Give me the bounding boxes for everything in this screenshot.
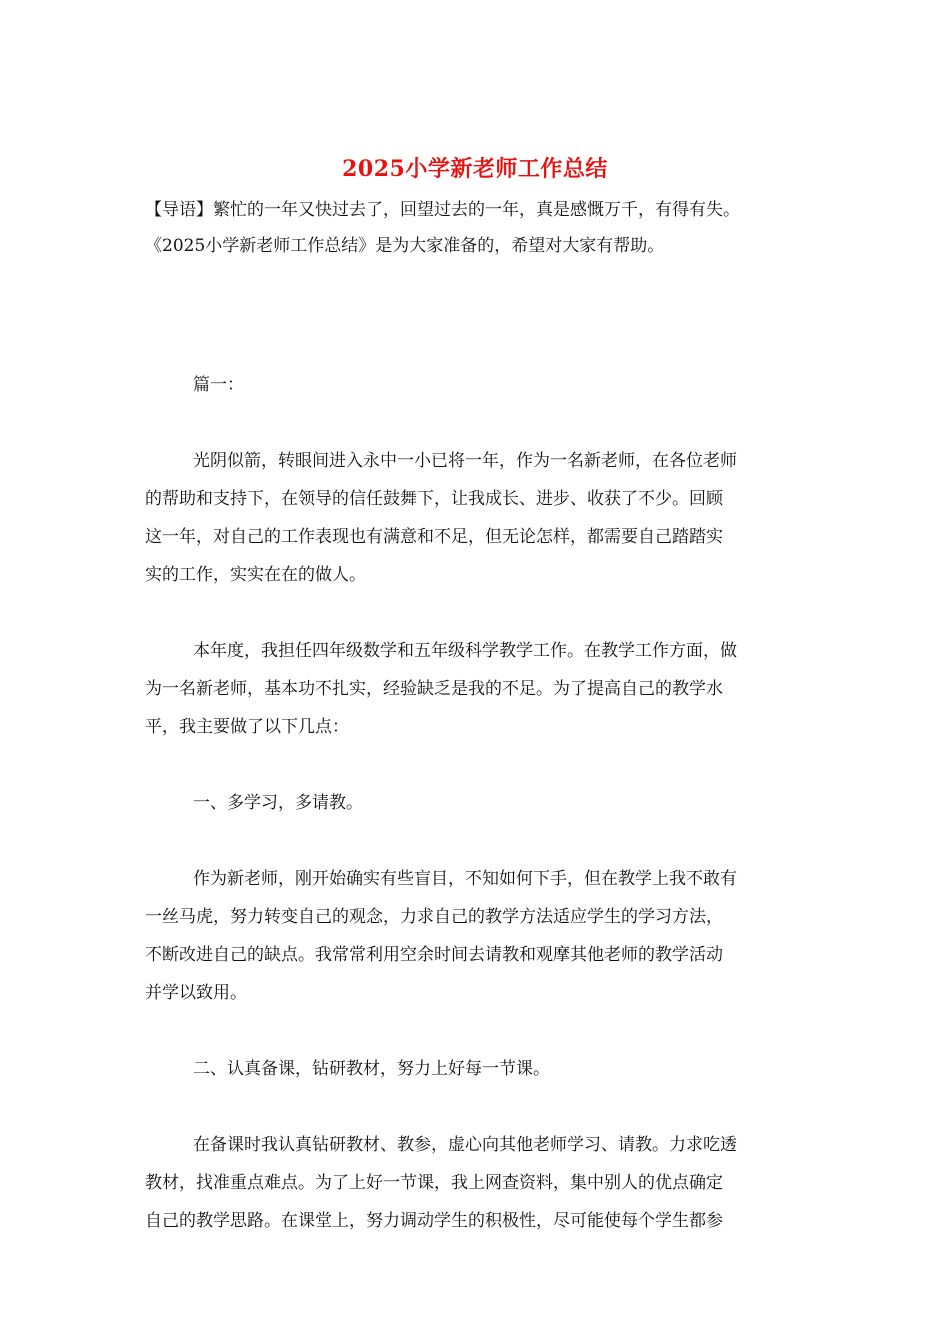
point-heading: 二、认真备课，钻研教材，努力上好每一节课。	[193, 1059, 550, 1079]
paragraph	[145, 442, 815, 594]
paragraph-line: 作为新老师，刚开始确实有些盲目，不知如何下手，但在教学上我不敢有	[193, 869, 737, 889]
paragraph-line: 一丝马虎，努力转变自己的观念，力求自己的教学方法适应学生的学习方法，	[145, 907, 723, 927]
paragraph-line: 本年度，我担任四年级数学和五年级科学教学工作。在教学工作方面，做	[193, 641, 737, 661]
section-label: 篇一：	[193, 375, 244, 395]
intro-block	[145, 192, 815, 264]
paragraph-line: 这一年，对自己的工作表现也有满意和不足，但无论怎样，都需要自己踏踏实	[145, 527, 723, 547]
paragraph-line: 为一名新老师，基本功不扎实，经验缺乏是我的不足。为了提高自己的教学水	[145, 679, 723, 699]
paragraph-line: 自己的教学思路。在课堂上，努力调动学生的积极性，尽可能使每个学生都参	[145, 1211, 723, 1231]
paragraph	[145, 1126, 815, 1240]
paragraph-line: 实的工作，实实在在的做人。	[145, 565, 366, 585]
document-title: 2025小学新老师工作总结	[342, 156, 608, 182]
paragraph	[145, 632, 815, 746]
paragraph-line: 平，我主要做了以下几点：	[145, 717, 349, 737]
paragraph-line: 教材，找准重点难点。为了上好一节课，我上网查资料，集中别人的优点确定	[145, 1173, 723, 1193]
paragraph-line: 并学以致用。	[145, 983, 247, 1003]
paragraph-line: 在备课时我认真钻研教材、教参，虚心向其他老师学习、请教。力求吃透	[193, 1135, 737, 1155]
document-body	[145, 366, 815, 1278]
paragraph-line: 光阴似箭，转眼间进入永中一小已将一年，作为一名新老师，在各位老师	[193, 451, 737, 471]
paragraph-line: 不断改进自己的缺点。我常常利用空余时间去请教和观摩其他老师的教学活动	[145, 945, 723, 965]
intro-line: 【导语】繁忙的一年又快过去了，回望过去的一年，真是感慨万千，有得有失。	[145, 200, 740, 220]
point-heading: 一、多学习，多请教。	[193, 793, 363, 813]
paragraph-line: 的帮助和支持下，在领导的信任鼓舞下，让我成长、进步、收获了不少。回顾	[145, 489, 723, 509]
paragraph	[145, 860, 815, 1012]
intro-line: 《2025小学新老师工作总结》是为大家准备的，希望对大家有帮助。	[145, 236, 665, 256]
